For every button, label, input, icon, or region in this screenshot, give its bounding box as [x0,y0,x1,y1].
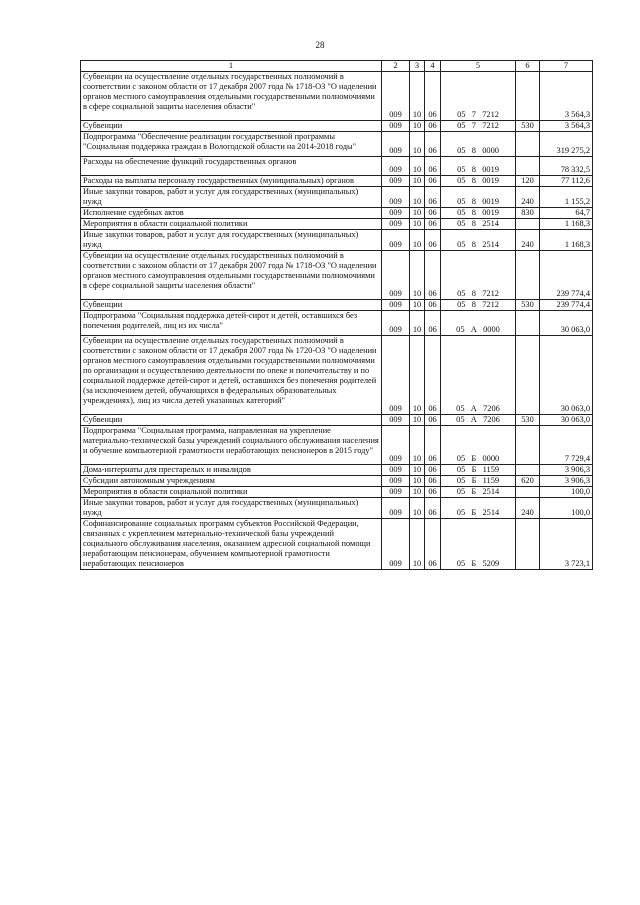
row-amount-cell: 30 063,0 [540,311,593,336]
row-name-cell [81,487,382,498]
row-vr-cell [516,487,540,498]
row-ved-cell: 009 [382,72,410,121]
row-amount-cell: 3 906,3 [540,476,593,487]
row-amount-cell: 239 774,4 [540,251,593,300]
row-pr-cell: 06 [425,519,441,570]
row-amount-cell: 239 774,4 [540,300,593,311]
row-name-cell [81,465,382,476]
row-name-text: Субвенции на осуществление отдельных государственных полномочий в соответствии с законом области от 17 декабря 2007 года № 1718-ОЗ "О наделении органов местного самоуправления отдельными государственными полномочиями в сфере социальной защиты населения области" [83,72,377,111]
page-number: 28 [315,40,325,50]
row-name-cell [81,121,382,132]
row-ved-cell: 009 [382,251,410,300]
row-pr-cell: 06 [425,300,441,311]
row-csr-cell: 05 7 7212 [441,72,516,121]
row-ved-cell: 009 [382,426,410,465]
row-name-cell [81,230,382,251]
budget-table [80,60,593,570]
header-col-2: 2 [382,61,410,72]
row-name-cell [81,415,382,426]
row-name-text: Иные закупки товаров, работ и услуг для государственных (муниципальных) нужд [83,230,359,249]
row-amount-cell: 1 168,3 [540,219,593,230]
row-vr-cell [516,311,540,336]
row-csr-cell: 05 8 0019 [441,187,516,208]
row-name-cell [81,311,382,336]
row-pr-cell: 06 [425,487,441,498]
row-name-text: Подпрограмма "Социальная программа, направленная на укрепление материально-технической базы учреждений социального обслуживания населения и обучение компьютерной грамотности неработающих пенсионеров в 2015 году" [83,426,379,455]
row-pr-cell: 06 [425,465,441,476]
row-vr-cell: 620 [516,476,540,487]
row-amount-cell: 3 906,3 [540,465,593,476]
row-csr-cell: 05 8 0000 [441,132,516,157]
row-rz-cell: 10 [410,132,425,157]
row-ved-cell: 009 [382,336,410,415]
row-rz-cell: 10 [410,487,425,498]
row-ved-cell: 009 [382,230,410,251]
row-pr-cell: 06 [425,336,441,415]
table-row [81,426,593,465]
table-row [81,121,593,132]
table-row [81,251,593,300]
row-rz-cell: 10 [410,476,425,487]
row-amount-cell: 100,0 [540,487,593,498]
row-pr-cell: 06 [425,426,441,465]
row-amount-cell: 3 564,3 [540,72,593,121]
row-amount-cell: 7 729,4 [540,426,593,465]
row-name-cell [81,498,382,519]
row-amount-cell: 78 332,5 [540,157,593,176]
row-ved-cell: 009 [382,121,410,132]
table-row [81,336,593,415]
row-csr-cell: 05 А 7206 [441,336,516,415]
header-col-4: 4 [425,61,441,72]
row-csr-cell: 05 Б 5209 [441,519,516,570]
row-ved-cell: 009 [382,187,410,208]
row-vr-cell: 530 [516,121,540,132]
row-rz-cell: 10 [410,219,425,230]
row-spacer [83,152,379,156]
row-csr-cell: 05 8 0019 [441,208,516,219]
header-col-1: 1 [81,61,382,72]
row-ved-cell: 009 [382,476,410,487]
row-vr-cell [516,132,540,157]
row-pr-cell: 06 [425,251,441,300]
row-rz-cell: 10 [410,121,425,132]
row-name-text: Иные закупки товаров, работ и услуг для государственных (муниципальных) нужд [83,498,359,517]
row-vr-cell [516,336,540,415]
row-ved-cell: 009 [382,498,410,519]
table-row [81,157,593,176]
table-row [81,132,593,157]
table-row [81,230,593,251]
row-csr-cell: 05 8 2514 [441,219,516,230]
row-vr-cell [516,157,540,176]
row-name-cell [81,476,382,487]
row-name-text: Мероприятия в области социальной политики [83,487,248,496]
table-row [81,208,593,219]
row-vr-cell [516,426,540,465]
row-vr-cell [516,219,540,230]
row-name-text: Расходы на выплаты персоналу государственных (муниципальных) органов [83,176,354,185]
row-pr-cell: 06 [425,132,441,157]
table-row [81,219,593,230]
row-name-text: Подпрограмма "Обеспечение реализации государственной программы "Социальная поддержка граждан в Вологодской области на 2014-2018 годы" [83,132,357,151]
table-row [81,519,593,570]
row-rz-cell: 10 [410,465,425,476]
row-name-text: Иные закупки товаров, работ и услуг для государственных (муниципальных) нужд [83,187,359,206]
row-pr-cell: 06 [425,176,441,187]
row-name-text: Субвенции [83,415,123,424]
row-spacer [83,331,379,335]
row-rz-cell: 10 [410,415,425,426]
row-pr-cell: 06 [425,415,441,426]
row-csr-cell: 05 8 7212 [441,251,516,300]
row-ved-cell: 009 [382,132,410,157]
row-name-cell [81,187,382,208]
row-vr-cell: 240 [516,187,540,208]
row-rz-cell: 10 [410,72,425,121]
row-ved-cell: 009 [382,176,410,187]
row-ved-cell: 009 [382,219,410,230]
row-spacer [83,167,379,175]
row-pr-cell: 06 [425,157,441,176]
table-row [81,72,593,121]
row-name-cell [81,208,382,219]
row-csr-cell: 05 Б 2514 [441,487,516,498]
row-csr-cell: 05 8 0019 [441,157,516,176]
row-csr-cell: 05 Б 0000 [441,426,516,465]
row-vr-cell: 830 [516,208,540,219]
row-pr-cell: 06 [425,219,441,230]
row-pr-cell: 06 [425,121,441,132]
row-csr-cell: 05 Б 1159 [441,476,516,487]
row-rz-cell: 10 [410,336,425,415]
table-row [81,187,593,208]
row-name-cell [81,157,382,176]
header-col-6: 6 [516,61,540,72]
header-col-7: 7 [540,61,593,72]
row-name-cell [81,219,382,230]
table-row [81,300,593,311]
row-name-text: Субсидии автономным учреждениям [83,476,215,485]
row-name-text: Мероприятия в области социальной политики [83,219,248,228]
row-spacer [83,456,379,464]
table-row [81,176,593,187]
table-row [81,311,593,336]
row-name-cell [81,300,382,311]
row-amount-cell: 30 063,0 [540,336,593,415]
row-name-text: Субвенции на осуществление отдельных государственных полномочий в соответствии с законом области от 17 декабря 2007 года № 1720-ОЗ "О наделении органов местного самоуправления отдельными государственными полномочиями по организации и осуществлению деятельности по опеке и попечительству и по социальной поддержке детей-сирот и детей, оставшихся без попечения родителей (за исключением детей, обучающихся в федеральных образовательных учреждениях), лиц из числа детей указанных категорий" [83,336,377,405]
row-amount-cell: 3 564,3 [540,121,593,132]
row-name-cell [81,176,382,187]
row-rz-cell: 10 [410,426,425,465]
row-amount-cell: 77 112,6 [540,176,593,187]
row-rz-cell: 10 [410,498,425,519]
row-csr-cell: 05 Б 1159 [441,465,516,476]
row-spacer [83,291,379,299]
row-name-text: Субвенции [83,300,123,309]
row-spacer [83,112,379,120]
row-csr-cell: 05 Б 2514 [441,498,516,519]
table-row [81,476,593,487]
row-name-cell [81,426,382,465]
row-vr-cell: 240 [516,230,540,251]
row-vr-cell [516,72,540,121]
row-name-text: Дома-интернаты для престарелых и инвалидов [83,465,251,474]
row-csr-cell: 05 А 7206 [441,415,516,426]
row-rz-cell: 10 [410,187,425,208]
row-name-text: Субвенции на осуществление отдельных государственных полномочий в соответствии с законом области от 17 декабря 2007 года № 1718-ОЗ "О наделении органов местного самоуправления отдельными государственными полномочиями в сфере социальной защиты населения области" [83,251,377,290]
row-name-cell [81,132,382,157]
row-name-text: Софинансирование социальных программ субъектов Российской Федерации, связанных с укреплением материально-технической базы учреждений социального обслуживания населения, оказанием адресной социальной помощи неработающим пенсионерам, обучением компьютерной грамотности неработающих пенсионеров [83,519,371,568]
row-name-text: Исполнение судебных актов [83,208,184,217]
row-ved-cell: 009 [382,519,410,570]
row-pr-cell: 06 [425,498,441,519]
row-rz-cell: 10 [410,208,425,219]
row-name-text: Подпрограмма "Социальная поддержка детей-сирот и детей, оставшихся без попечения родителей, лиц из их числа" [83,311,358,330]
table-body [81,72,593,570]
row-rz-cell: 10 [410,230,425,251]
row-spacer [83,406,379,414]
row-name-cell [81,336,382,415]
row-vr-cell [516,519,540,570]
row-name-cell [81,72,382,121]
header-col-3: 3 [410,61,425,72]
row-pr-cell: 06 [425,187,441,208]
row-ved-cell: 009 [382,487,410,498]
table-row [81,487,593,498]
row-name-cell [81,519,382,570]
row-ved-cell: 009 [382,311,410,336]
row-rz-cell: 10 [410,519,425,570]
row-rz-cell: 10 [410,251,425,300]
row-amount-cell: 3 723,1 [540,519,593,570]
table-row [81,465,593,476]
row-rz-cell: 10 [410,311,425,336]
row-vr-cell: 530 [516,300,540,311]
row-vr-cell: 530 [516,415,540,426]
row-amount-cell: 1 168,3 [540,230,593,251]
row-pr-cell: 06 [425,476,441,487]
row-ved-cell: 009 [382,208,410,219]
header-col-5: 5 [441,61,516,72]
row-csr-cell: 05 8 2514 [441,230,516,251]
table-row [81,415,593,426]
row-pr-cell: 06 [425,311,441,336]
table-row [81,498,593,519]
row-ved-cell: 009 [382,157,410,176]
row-rz-cell: 10 [410,157,425,176]
row-amount-cell: 1 155,2 [540,187,593,208]
row-vr-cell: 120 [516,176,540,187]
row-name-text: Расходы на обеспечение функций государственных органов [83,157,297,166]
row-amount-cell: 319 275,2 [540,132,593,157]
row-pr-cell: 06 [425,72,441,121]
row-rz-cell: 10 [410,300,425,311]
row-ved-cell: 009 [382,300,410,311]
row-vr-cell [516,251,540,300]
row-pr-cell: 06 [425,208,441,219]
row-ved-cell: 009 [382,465,410,476]
row-amount-cell: 100,0 [540,498,593,519]
row-rz-cell: 10 [410,176,425,187]
row-vr-cell [516,465,540,476]
row-amount-cell: 64,7 [540,208,593,219]
table-header-row [81,61,593,72]
row-name-cell [81,251,382,300]
row-csr-cell: 05 А 0000 [441,311,516,336]
row-name-text: Субвенции [83,121,123,130]
row-pr-cell: 06 [425,230,441,251]
row-csr-cell: 05 7 7212 [441,121,516,132]
row-amount-cell: 30 063,0 [540,415,593,426]
row-csr-cell: 05 8 0019 [441,176,516,187]
row-csr-cell: 05 8 7212 [441,300,516,311]
row-ved-cell: 009 [382,415,410,426]
row-vr-cell: 240 [516,498,540,519]
